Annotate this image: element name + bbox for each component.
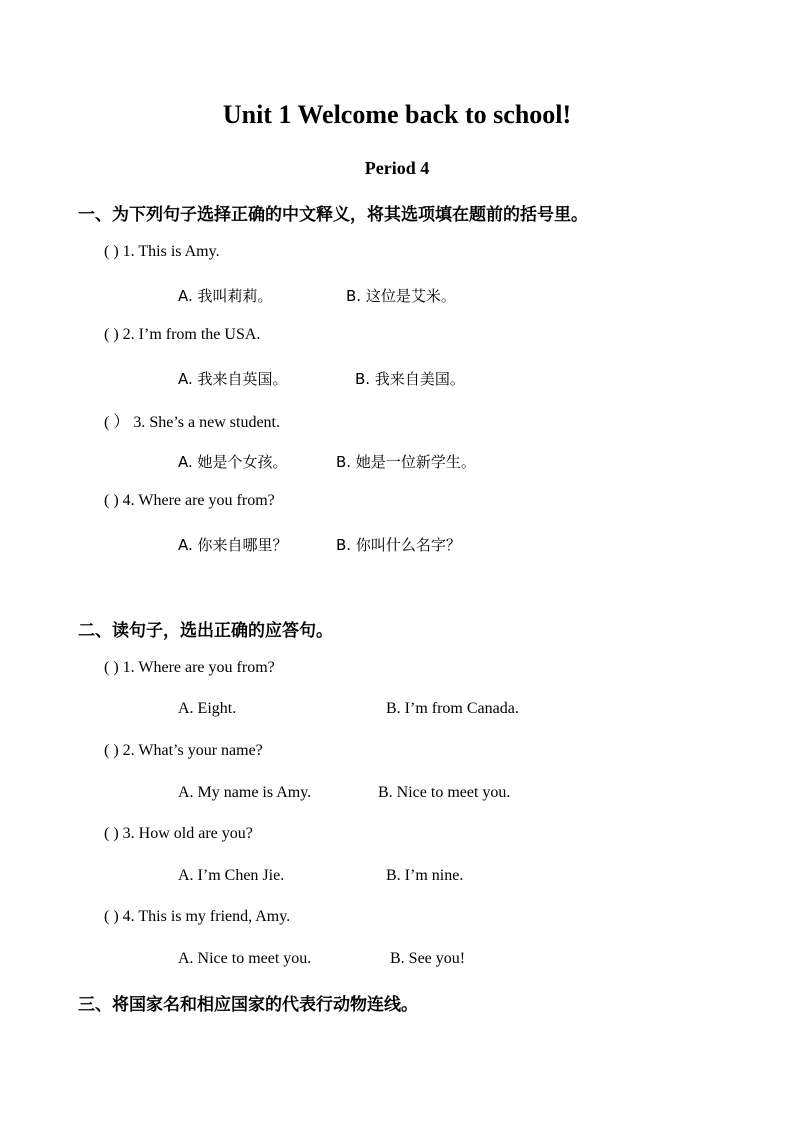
section-1-heading: 一、为下列句子选择正确的中文释义，将其选项填在题前的括号里。: [78, 205, 588, 224]
page-title: Unit 1 Welcome back to school!: [222, 100, 572, 129]
question-text: 1. This is Amy.: [122, 243, 220, 260]
s1-q1-option-b: B. 这位是艾米。: [346, 287, 456, 305]
s2-question-1: [104, 659, 275, 677]
question-text: 2. What’s your name?: [122, 742, 263, 759]
answer-bracket[interactable]: ( ): [104, 825, 119, 842]
s2-q4-option-a: A. Nice to meet you.: [178, 950, 312, 967]
s1-q3-option-b: B. 她是一位新学生。: [336, 453, 476, 471]
question-text: 2. I’m from the USA.: [122, 326, 261, 343]
s1-q4-option-a: A. 你来自哪里？: [178, 536, 288, 554]
s2-q2-option-a: A. My name is Amy.: [178, 784, 312, 801]
answer-bracket[interactable]: ( ): [104, 659, 119, 676]
s2-question-2: [104, 742, 263, 760]
answer-bracket[interactable]: ( ): [104, 243, 119, 260]
s1-q1-option-a: A. 我叫莉莉。: [178, 287, 273, 305]
question-text: 4. Where are you from?: [122, 492, 275, 509]
s1-q3-option-a: A. 她是个女孩。: [178, 453, 288, 471]
s1-question-4: [104, 492, 275, 510]
section-3-heading: 三、将国家名和相应国家的代表行动物连线。: [78, 995, 418, 1014]
s1-q4-option-b: B. 你叫什么名字？: [336, 536, 461, 554]
s1-question-2: [104, 326, 260, 344]
answer-bracket[interactable]: ( ): [104, 492, 119, 509]
s1-question-3: [104, 409, 280, 432]
s2-question-3: [104, 825, 253, 843]
section-2-heading: 二、读句子，选出正确的应答句。: [78, 621, 333, 640]
s1-question-1: [104, 243, 220, 261]
question-text: 1. Where are you from?: [122, 659, 275, 676]
s2-q1-option-a: A. Eight.: [178, 700, 237, 717]
s2-question-4: [104, 908, 290, 926]
answer-bracket[interactable]: ( ）: [104, 414, 130, 431]
answer-bracket[interactable]: ( ): [104, 326, 119, 343]
s2-q2-option-b: B. Nice to meet you.: [378, 784, 511, 801]
s2-q1-option-b: B. I’m from Canada.: [386, 700, 519, 717]
question-text: 4. This is my friend, Amy.: [122, 908, 291, 925]
s1-q2-option-b: B. 我来自美国。: [355, 370, 465, 388]
question-text: 3. How old are you?: [122, 825, 253, 842]
s2-q4-option-b: B. See you!: [390, 950, 466, 967]
s1-q2-option-a: A. 我来自英国。: [178, 370, 288, 388]
s2-q3-option-a: A. I’m Chen Jie.: [178, 867, 285, 884]
question-text: 3. She’s a new student.: [133, 414, 280, 431]
answer-bracket[interactable]: ( ): [104, 908, 119, 925]
s2-q3-option-b: B. I’m nine.: [386, 867, 464, 884]
answer-bracket[interactable]: ( ): [104, 742, 119, 759]
page-subtitle: Period 4: [364, 158, 430, 178]
